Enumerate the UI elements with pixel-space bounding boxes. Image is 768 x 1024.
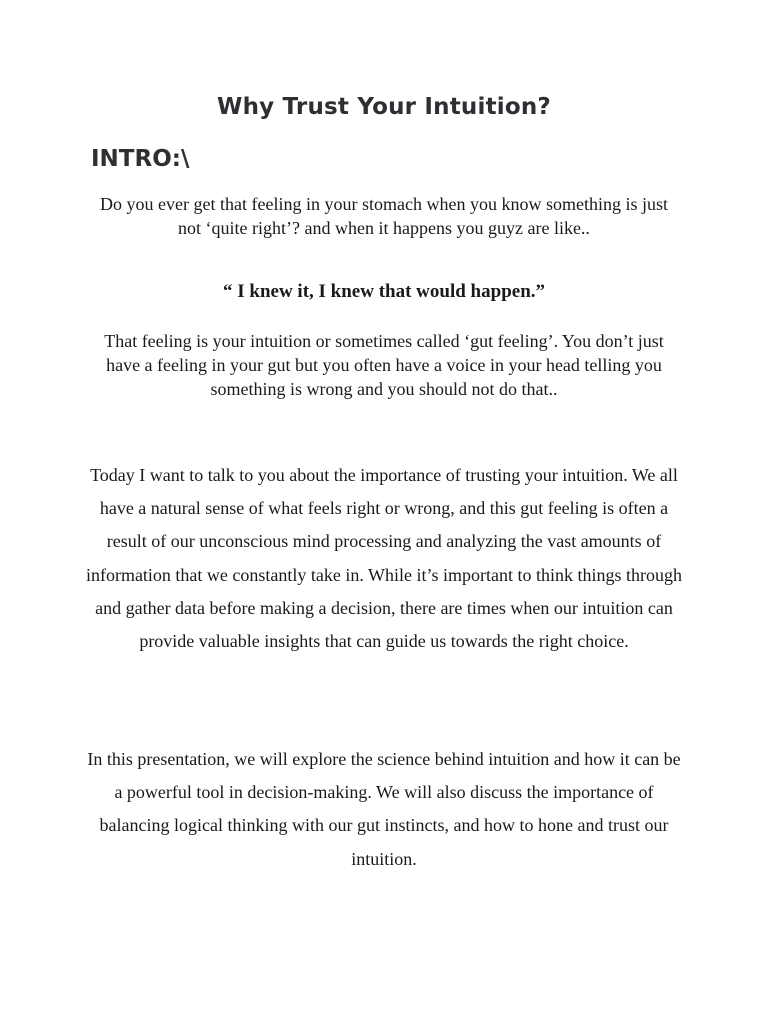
- intro-heading: INTRO:\: [91, 146, 190, 172]
- intro-paragraph: Do you ever get that feeling in your stomach when you know something is just not ‘quite right’? and when it happens you guyz are like..: [100, 194, 668, 238]
- gut-feeling-paragraph: That feeling is your intuition or sometimes called ‘gut feeling’. You don’t just have a feeling in your gut but you often have a voice in your head telling you something is wrong and you should not do that..: [104, 331, 664, 399]
- document-title: Why Trust Your Intuition?: [217, 94, 551, 120]
- trusting-intuition-paragraph: Today I want to talk to you about the importance of trusting your intuition. We all have a natural sense of what feels right or wrong, and this gut feeling is often a result of our unconscious mind processing and analyzing the vast amounts of information that we constantly take in. While it’s important to think things through and gather data before making a decision, there are times when our intuition can provide valuable insights that can guide us towards the right choice.: [85, 465, 683, 652]
- presentation-overview-paragraph: In this presentation, we will explore the science behind intuition and how it can be a powerful tool in decision-making. We will also discuss the importance of balancing logical thinking with our gut instincts, and how to hone and trust our intuition.: [87, 749, 681, 869]
- quote-paragraph: “ I knew it, I knew that would happen.”: [222, 281, 546, 302]
